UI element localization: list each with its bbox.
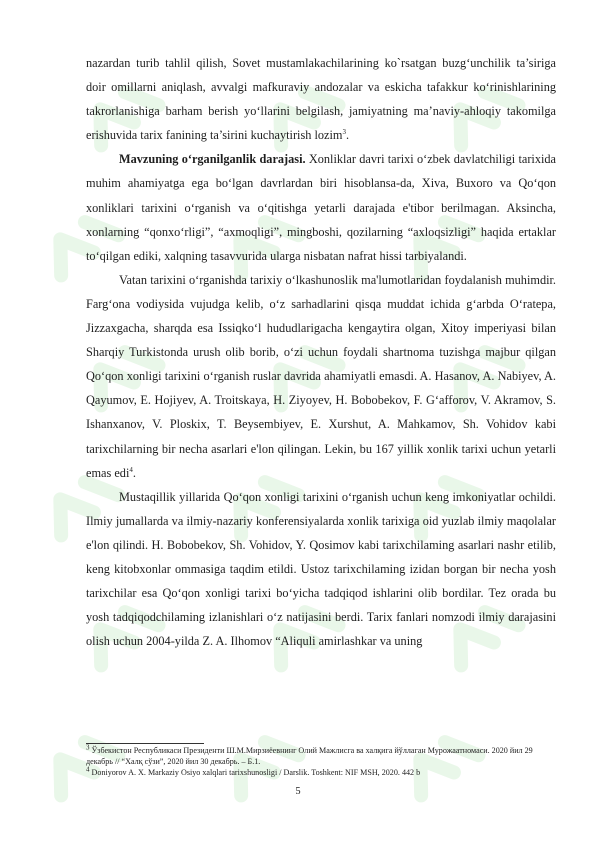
footnotes <box>86 745 556 778</box>
footnote-number: 4 <box>86 765 90 774</box>
footnote-3 <box>86 745 556 767</box>
footnote-4 <box>86 767 556 778</box>
paragraph-1-text: nazardan turib tahlil qilish, Sovet mustamlakachilarining ko`rsatgan buzg‘unchilik ta’siriga doir omillarni aniqlash, avvalgi mafkuraviy andozalar va eskicha tafakkur ko‘rinishlarining takrorlanishiga barham berish yo‘llarini belgilash, jamiyatning ma’naviy-ahloqiy takomilga erishuvida tarix fanining ta’sirini kuchaytirish lozim <box>86 56 556 143</box>
footnote-text: Doniyorov A. X. Markaziy Osiyo xalqlari tarixshunosligi / Darslik. Toshkent: NIF MSH, 2020. 442 b <box>89 768 421 778</box>
paragraph-3 <box>86 268 556 485</box>
paragraph-1-tail: . <box>345 128 350 143</box>
section-heading: Mavzuning o‘rganilganlik darajasi. <box>119 152 306 167</box>
footnote-ref-3[interactable]: 3 <box>342 128 346 137</box>
footnote-separator <box>86 743 204 744</box>
paragraph-4-text: Mustaqillik yillarida Qo‘qon xonligi tarixini o‘rganish uchun keng imkoniyatlar ochildi. Ilmiy jumallarda va ilmiy-nazariy konferensiyalarda xonlik tarixiga oid yuzlab ilmiy maqolalar e'lon qilindi. H. Bobobekov, Sh. Vohidov, Y. Qosimov kabi tarixchilaming asarlari nashr etilib, keng kitobxonlar ommasiga taqdim etildi. Ustoz tarixchilaming izidan borgan bir necha yosh tarixchilar esa Qo‘qon xonligi tarixi bo‘yicha tadqiqod ishlarini olib bordilar. Tez orada bu yosh tadqiqodchilaming izlanishlari o‘z natijasini berdi. Tarix fanlari nomzodi ilmiy darajasini olish uchun 2004-yilda Z. A. Ilhomov “Aliquli amirlashkar va uning <box>86 489 556 649</box>
paragraph-2-text: Xonliklar davri tarixi o‘zbek davlatchiligi tarixida muhim ahamiyatga ega bo‘lgan davrlardan biri hisoblansa-da, Xiva, Buxoro va Qo‘qon xonliklari tarixini o‘rganish va o‘qitishga yetarli darajada e'tibor berilmagan. Aksincha, xonlarning “qonxo‘rligi”, “axmoqligi”, mingboshi, qozilarning “axloqsizligi” haqida ertaklar to‘qilgan ediki, xalqning tasavvurida ularga nisbatan nafrat hissi tarbiyalandi. <box>86 152 556 263</box>
paragraph-2 <box>86 147 556 267</box>
body-text <box>86 51 556 653</box>
footnote-text: Ўзбекистон Республикаси Президенти Ш.М.Мирзиёевнинг Олий Мажлисга ва халқига йўллаган Мурожаатномаси. 2020 йил 29 декабрь // “Халқ сўзи”, 2020 йил 30 декабрь. – Б.1. <box>86 746 533 767</box>
paragraph-1 <box>86 51 556 147</box>
paragraph-4 <box>86 485 556 654</box>
footnote-number: 3 <box>86 743 90 752</box>
page-number: 5 <box>295 786 301 797</box>
paragraph-3-tail: . <box>132 465 136 480</box>
footnote-ref-4[interactable]: 4 <box>129 465 133 474</box>
paragraph-3-text: Vatan tarixini o‘rganishda tarixiy o‘lkashunoslik ma'lumotlaridan foydalanish muhimdir. Farg‘ona vodiysida vujudga kelib, o‘z sarhadlarini qisqa muddat ichida g‘arbda O‘ratepa, Jizzaxgacha, sharqda esa Issiqko‘l hududlarigacha kengaytira olgan, Xitoy imperiyasi bilan Sharqiy Turkistonda urush olib borib, o‘zi uchun foydali shartnoma tuzishga majbur qilgan Qo‘qon xonligi tarixini o‘rganish ruslar davrida ahamiyatli emasdi. A. Hasanov, A. Nabiyev, A. Qayumov, E. Hojiyev, A. Troitskaya, H. Ziyoyev, H. Bobobekov, F. G‘afforov, V. Akramov, S. Ishanxanov, V. Ploskix, T. Beysembiyev, E. Xurshut, A. Mahkamov, Sh. Vohidov kabi tarixchilarning bir necha asarlari e'lon qilingan. Lekin, bu 167 yillik xonlik tarixi uchun yetarli emas edi <box>86 272 556 480</box>
